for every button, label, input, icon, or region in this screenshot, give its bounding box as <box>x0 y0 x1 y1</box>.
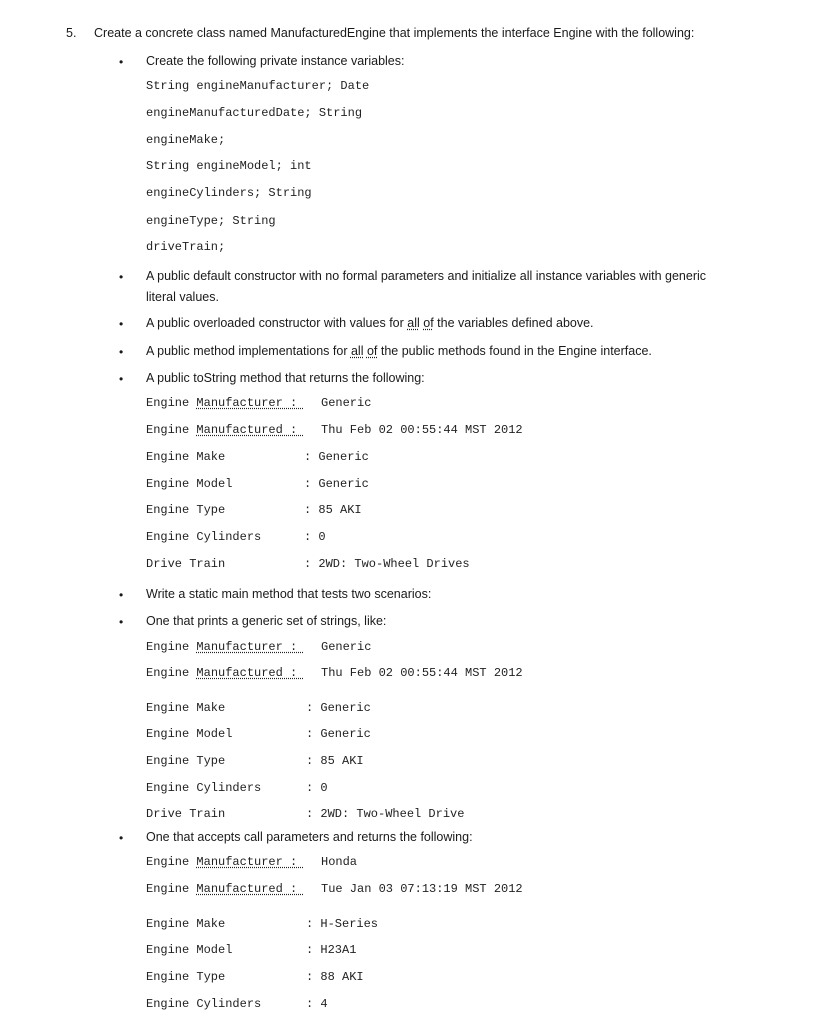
output1-row-value: : 85 AKI <box>304 503 362 517</box>
output3-manufactured-line <box>146 882 304 896</box>
output-label: Engine <box>146 396 197 410</box>
output3-manufacturer-value: Honda <box>321 855 358 869</box>
output-label: Engine <box>146 666 197 680</box>
output3-row-value: : H-Series <box>306 917 379 931</box>
output-label-underlined: Manufactured <box>196 882 283 896</box>
bullet-main-method: Write a static main method that tests two scenarios: <box>146 587 432 601</box>
output3-row-label: Engine Model <box>146 943 233 957</box>
output1-row-label: Drive Train <box>146 557 226 571</box>
code-line: engineMake; <box>146 133 226 147</box>
private-vars-intro: Create the following private instance variables: <box>146 54 405 68</box>
output1-manufacturer-value: Generic <box>321 396 372 410</box>
bullet-icon: • <box>119 831 124 845</box>
bullet-icon: • <box>119 270 124 284</box>
text-segment-underlined: of <box>423 316 434 330</box>
bullet-tostring: A public toString method that returns the following: <box>146 371 425 385</box>
output-label-underlined: Manufacturer <box>196 396 283 410</box>
text-segment: A public overloaded constructor with values for <box>146 316 408 330</box>
output3-row-label: Engine Cylinders <box>146 997 262 1011</box>
output2-manufactured-line <box>146 666 304 680</box>
output-colon: : <box>282 640 305 654</box>
output-label: Engine <box>146 855 197 869</box>
output3-manufacturer-line <box>146 855 304 869</box>
output-label-underlined: Manufacturer <box>196 855 283 869</box>
code-line: engineType; String <box>146 214 276 228</box>
code-line: String engineManufacturer; Date <box>146 79 370 93</box>
output2-row-value: : 85 AKI <box>306 754 364 768</box>
code-line: driveTrain; <box>146 240 226 254</box>
text-segment: the variables defined above. <box>433 316 594 330</box>
output3-row-value: : 4 <box>306 997 328 1011</box>
output3-row-value: : H23A1 <box>306 943 357 957</box>
bullet-method-implementations <box>146 344 652 358</box>
output-label: Engine <box>146 882 197 896</box>
output2-row-label: Engine Type <box>146 754 226 768</box>
output2-row-value: : 0 <box>306 781 328 795</box>
output1-row-label: Engine Type <box>146 503 226 517</box>
text-segment: the public methods found in the Engine interface. <box>377 344 652 358</box>
code-line: engineManufacturedDate; String <box>146 106 363 120</box>
text-segment-underlined: all <box>350 344 364 358</box>
output-colon: : <box>282 666 305 680</box>
output-colon: : <box>282 855 305 869</box>
output-label: Engine <box>146 640 197 654</box>
output-label-underlined: Manufactured <box>196 423 283 437</box>
output2-manufacturer-line <box>146 640 304 654</box>
question-text: Create a concrete class named ManufacturedEngine that implements the interface Engine with the following: <box>94 26 695 40</box>
bullet-call-parameters: One that accepts call parameters and returns the following: <box>146 830 473 844</box>
output1-row-label: Engine Model <box>146 477 233 491</box>
bullet-icon: • <box>119 345 124 359</box>
output3-row-label: Engine Make <box>146 917 226 931</box>
bullet-icon: • <box>119 317 124 331</box>
output3-row-value: : 88 AKI <box>306 970 364 984</box>
output-label-underlined: Manufacturer <box>196 640 283 654</box>
output2-row-label: Engine Make <box>146 701 226 715</box>
output-colon: : <box>282 882 305 896</box>
bullet-default-constructor-cont: literal values. <box>146 290 219 304</box>
output1-manufactured-value: Thu Feb 02 00:55:44 MST 2012 <box>321 423 523 437</box>
output2-manufactured-value: Thu Feb 02 00:55:44 MST 2012 <box>321 666 523 680</box>
bullet-icon: • <box>119 615 124 629</box>
bullet-icon: • <box>119 55 124 69</box>
bullet-icon: • <box>119 372 124 386</box>
text-segment-underlined: of <box>366 344 378 358</box>
output2-row-value: : 2WD: Two-Wheel Drive <box>306 807 465 821</box>
output2-manufacturer-value: Generic <box>321 640 372 654</box>
bullet-overloaded-constructor <box>146 316 594 330</box>
output3-manufactured-value: Tue Jan 03 07:13:19 MST 2012 <box>321 882 523 896</box>
output1-row-value: : Generic <box>304 450 369 464</box>
bullet-icon: • <box>119 588 124 602</box>
output-colon: : <box>282 423 305 437</box>
code-line: engineCylinders; String <box>146 186 312 200</box>
output-colon: : <box>282 396 305 410</box>
bullet-generic-set: One that prints a generic set of strings, like: <box>146 614 387 628</box>
code-line: String engineModel; int <box>146 159 312 173</box>
output2-row-value: : Generic <box>306 701 371 715</box>
bullet-default-constructor: A public default constructor with no formal parameters and initialize all instance variables with generic <box>146 269 707 283</box>
text-segment: A public method implementations for <box>146 344 351 358</box>
output1-manufacturer-line <box>146 396 304 410</box>
text-segment-underlined: all <box>407 316 420 330</box>
output2-row-label: Engine Cylinders <box>146 781 262 795</box>
output-label: Engine <box>146 423 197 437</box>
output1-row-value: : 2WD: Two-Wheel Drives <box>304 557 470 571</box>
output1-manufactured-line <box>146 423 304 437</box>
output1-row-label: Engine Cylinders <box>146 530 262 544</box>
question-number: 5. <box>66 26 77 40</box>
output2-row-label: Drive Train <box>146 807 226 821</box>
output1-row-label: Engine Make <box>146 450 226 464</box>
output1-row-value: : 0 <box>304 530 326 544</box>
output1-row-value: : Generic <box>304 477 369 491</box>
output2-row-value: : Generic <box>306 727 371 741</box>
output2-row-label: Engine Model <box>146 727 233 741</box>
output3-row-label: Engine Type <box>146 970 226 984</box>
output-label-underlined: Manufactured <box>196 666 283 680</box>
